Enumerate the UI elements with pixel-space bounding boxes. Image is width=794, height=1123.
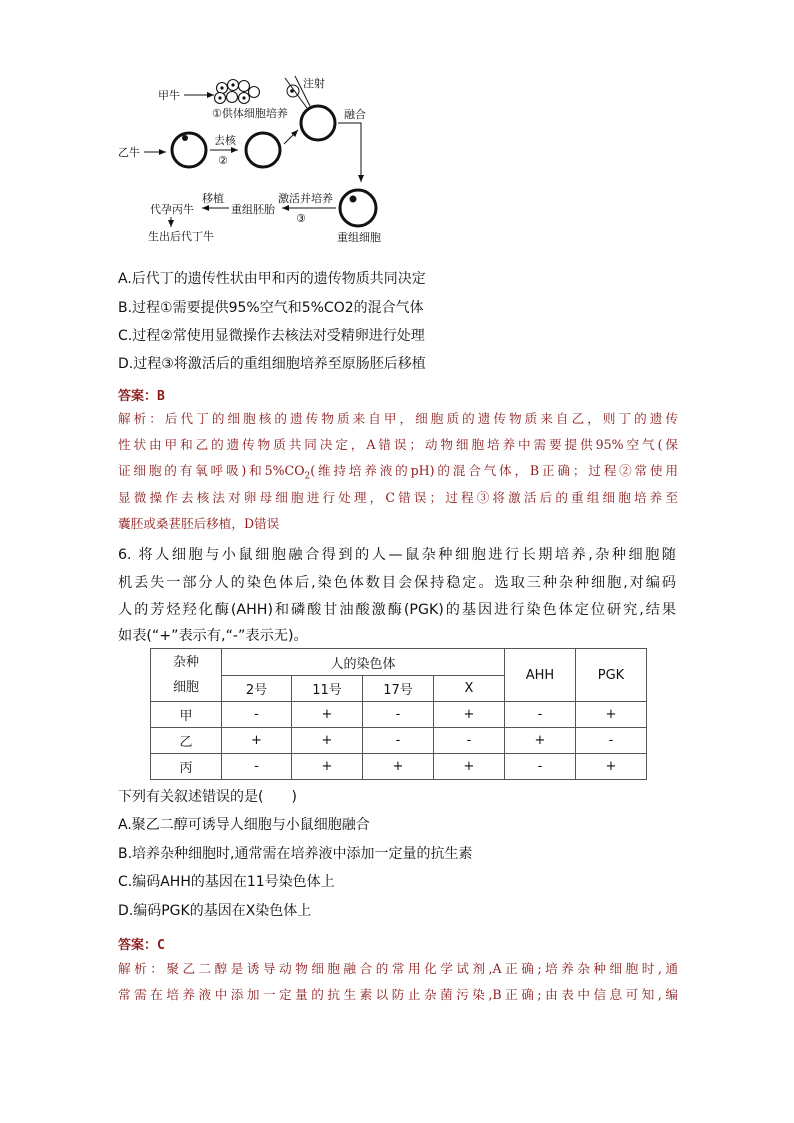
q5-option-a: A.后代丁的遗传性状由甲和丙的遗传物质共同决定 xyxy=(118,271,426,287)
table-cell: - xyxy=(576,728,647,754)
table-row xyxy=(151,702,647,728)
table-cell: 甲 xyxy=(151,702,222,728)
header-chr-2: 2号 xyxy=(222,676,292,702)
co2-subscript: 2 xyxy=(304,471,311,482)
header-chr-x: X xyxy=(434,676,505,702)
table-cell: - xyxy=(363,728,434,754)
oocyte-circle xyxy=(172,133,206,167)
q5-explanation-line: 显微操作去核法对卵母细胞进行处理，C错误；过程③将激活后的重组细胞培养至 xyxy=(118,490,678,505)
table-cell: - xyxy=(363,702,434,728)
donor-cell-cluster xyxy=(215,80,260,104)
table-cell: + xyxy=(363,754,434,780)
chromosome-table xyxy=(150,648,647,780)
q5-explanation-line: 解析：后代丁的细胞核的遗传物质来自甲，细胞质的遗传物质来自乙，则丁的遗传 xyxy=(118,411,678,426)
table-row xyxy=(151,728,647,754)
enucleated-oocyte-circle xyxy=(246,133,280,167)
recon-cell-label: 重组细胞 xyxy=(337,231,381,244)
step1-label: ①供体细胞培养 xyxy=(212,107,288,120)
q6-explanation-line: 常需在培养液中添加一定量的抗生素以防止杂菌污染,B正确;由表中信息可知,编 xyxy=(118,987,678,1002)
q6-answer: 答案：C xyxy=(118,938,165,953)
q6-text-line: 人的芳烃羟化酶(AHH)和磷酸甘油酸激酶(PGK)的基因进行染色体定位研究,结果 xyxy=(118,602,676,618)
header-pgk: PGK xyxy=(576,649,647,702)
label-jia: 甲牛 xyxy=(158,89,180,102)
recon-embryo-label: 重组胚胎 xyxy=(231,203,275,216)
header-ahh: AHH xyxy=(505,649,576,702)
table-cell: + xyxy=(434,754,505,780)
q6-option-a: A.聚乙二醇可诱导人细胞与小鼠细胞融合 xyxy=(118,817,370,833)
cloning-diagram xyxy=(110,74,400,252)
q5-explanation-line: 性状由甲和乙的遗传物质共同决定，A错误；动物细胞培养中需要提供95%空气(保 xyxy=(118,437,678,452)
table-cell: + xyxy=(434,702,505,728)
transplant-label: 移植 xyxy=(202,192,224,205)
table-cell: + xyxy=(505,728,576,754)
table-cell: - xyxy=(222,754,292,780)
table-cell: - xyxy=(434,728,505,754)
step2-label: 去核 xyxy=(214,134,236,147)
header-hybrid-cell xyxy=(151,649,222,702)
table-cell: + xyxy=(292,754,363,780)
table-cell: 乙 xyxy=(151,728,222,754)
q6-stem: 下列有关叙述错误的是( ) xyxy=(118,789,297,805)
q6-option-c: C.编码AHH的基因在11号染色体上 xyxy=(118,874,335,890)
reconstructed-cell-circle xyxy=(340,190,376,226)
table-cell: + xyxy=(292,728,363,754)
header-chr-17: 17号 xyxy=(363,676,434,702)
step3-number: ③ xyxy=(296,212,306,225)
table-cell: - xyxy=(222,702,292,728)
table-row xyxy=(151,754,647,780)
offspring-label: 生出后代丁牛 xyxy=(148,230,214,243)
label-yi: 乙牛 xyxy=(118,146,140,159)
table-cell: + xyxy=(222,728,292,754)
table-cell: 丙 xyxy=(151,754,222,780)
header-chr-11: 11号 xyxy=(292,676,363,702)
q5-option-b: B.过程①需要提供95%空气和5%CO2的混合气体 xyxy=(118,300,424,316)
q6-text-line: 6. 将人细胞与小鼠细胞融合得到的人—鼠杂种细胞进行长期培养,杂种细胞随 xyxy=(118,547,676,563)
injected-cell-circle xyxy=(301,106,335,140)
table-cell: + xyxy=(292,702,363,728)
q5-answer: 答案：B xyxy=(118,389,165,404)
q5-option-d: D.过程③将激活后的重组细胞培养至原肠胚后移植 xyxy=(118,356,426,372)
table-cell: + xyxy=(576,702,647,728)
header-human-chromosome: 人的染色体 xyxy=(222,649,505,676)
q6-option-d: D.编码PGK的基因在X染色体上 xyxy=(118,903,312,919)
header-text: 细胞 xyxy=(172,680,199,695)
q5-option-c: C.过程②常使用显微操作去核法对受精卵进行处理 xyxy=(118,328,425,344)
inject-label: 注射 xyxy=(303,77,325,90)
table-cell: - xyxy=(505,702,576,728)
surrogate-label: 代孕丙牛 xyxy=(150,203,194,216)
q5-explanation-part: 证细胞的有氧呼吸)和5%CO xyxy=(118,463,305,478)
header-text: 杂种 xyxy=(172,655,199,670)
table-cell: - xyxy=(505,754,576,780)
table-cell: + xyxy=(576,754,647,780)
q6-option-b: B.培养杂种细胞时,通常需在培养液中添加一定量的抗生素 xyxy=(118,846,473,862)
q6-explanation-line: 解析：聚乙二醇是诱导动物细胞融合的常用化学试剂,A正确;培养杂种细胞时,通 xyxy=(118,961,678,976)
fuse-label: 融合 xyxy=(344,108,366,121)
q6-text-line: 如表(“+”表示有,“-”表示无)。 xyxy=(118,628,308,644)
q5-explanation-part: (维持培养液的pH)的混合气体，B正确；过程②常使用 xyxy=(310,463,678,478)
step2-number: ② xyxy=(218,154,228,167)
activate-label: 激活并培养 xyxy=(278,192,333,205)
q6-text-line: 机丢失一部分人的染色体后,染色体数目会保持稳定。选取三种杂种细胞,对编码 xyxy=(118,575,676,591)
q5-explanation-line: 囊胚或桑葚胚后移植，D错误 xyxy=(118,516,280,531)
